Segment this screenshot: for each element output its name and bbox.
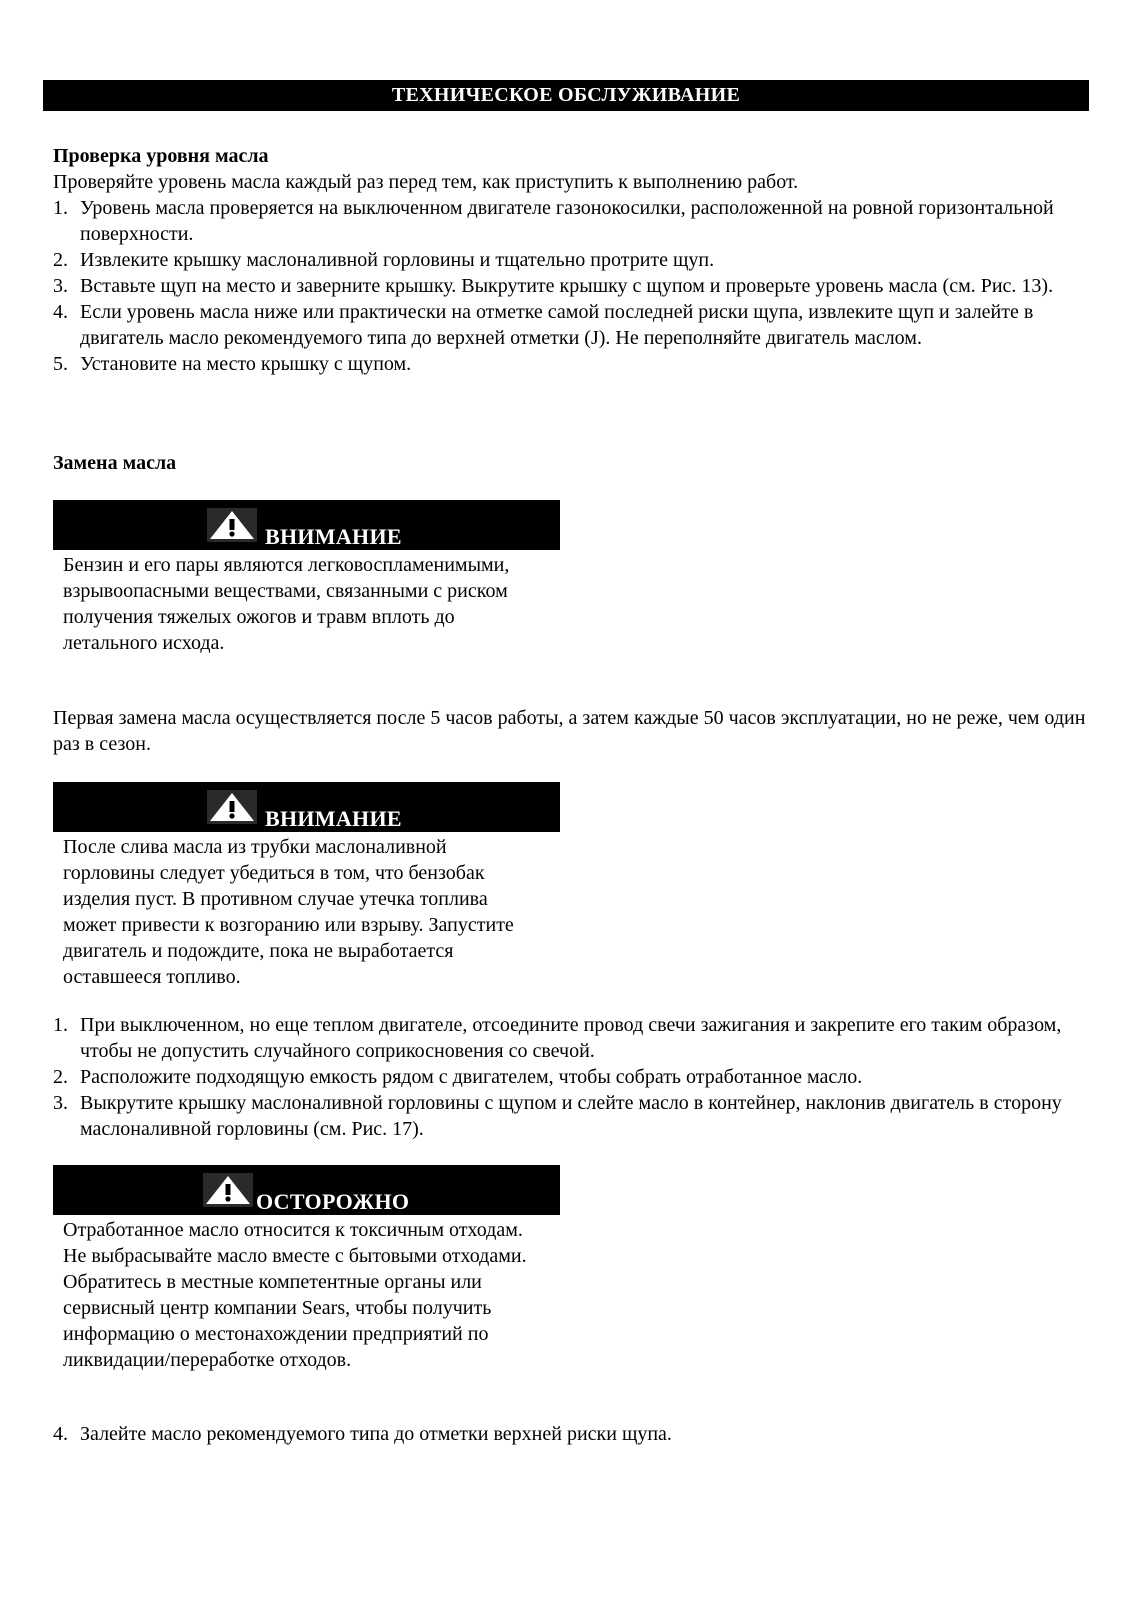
caution-label: ОСТОРОЖНО bbox=[256, 1189, 410, 1214]
warning-triangle-icon bbox=[203, 1173, 253, 1207]
step-number: 2. bbox=[53, 1066, 68, 1088]
list-item bbox=[53, 273, 1093, 299]
schedule-text: Первая замена масла осуществляется после 5 часов работы, а затем каждые 50 часов эксплуатации, но не реже, чем один раз в сезон. bbox=[53, 707, 1086, 755]
list-item bbox=[53, 299, 1093, 351]
warning-header bbox=[53, 782, 560, 832]
oil-check-heading: Проверка уровня масла bbox=[53, 145, 269, 167]
step-text: Если уровень масла ниже или практически на отметке самой последней риски щупа, извлеките щуп и залейте в двигатель масло рекомендуемого типа до верхней отметки (J). Не переполняйте двигатель маслом. bbox=[80, 301, 1034, 349]
warning-box-tank bbox=[53, 782, 560, 990]
caution-header bbox=[53, 1165, 560, 1215]
step-number: 4. bbox=[53, 1423, 68, 1445]
step-text: Установите на место крышку с щупом. bbox=[80, 353, 412, 375]
step-text: Выкрутите крышку маслоналивной горловины с щупом и слейте масло в контейнер, наклонив двигатель в сторону маслоналивной горловины (см. Рис. 17). bbox=[80, 1092, 1062, 1140]
oil-check-section bbox=[53, 143, 1093, 377]
warning-triangle-icon bbox=[207, 790, 257, 824]
warning-label: ВНИМАНИЕ bbox=[265, 524, 402, 549]
step-number: 2. bbox=[53, 249, 68, 271]
warning-label: ВНИМАНИЕ bbox=[265, 806, 402, 831]
oil-check-intro: Проверяйте уровень масла каждый раз перед тем, как приступить к выполнению работ. bbox=[53, 171, 799, 193]
step-text: Расположите подходящую емкость рядом с двигателем, чтобы собрать отработанное масло. bbox=[80, 1066, 863, 1088]
list-item bbox=[53, 1064, 1093, 1090]
oil-change-steps-list bbox=[53, 1012, 1093, 1142]
oil-change-heading: Замена масла bbox=[53, 452, 177, 474]
step-text: Вставьте щуп на место и заверните крышку. Выкрутите крышку с щупом и проверьте уровень масла (см. Рис. 13). bbox=[80, 275, 1054, 297]
step-number: 3. bbox=[53, 275, 68, 297]
step-text: Извлеките крышку маслоналивной горловины и тщательно протрите щуп. bbox=[80, 249, 715, 271]
list-item bbox=[53, 1090, 1093, 1142]
step-number: 5. bbox=[53, 353, 68, 375]
warning-triangle-icon bbox=[207, 508, 257, 542]
list-item bbox=[53, 247, 1093, 273]
oil-change-steps-a bbox=[53, 1012, 1093, 1142]
oil-change-final-step bbox=[53, 1421, 1093, 1447]
step-text: Залейте масло рекомендуемого типа до отметки верхней риски щупа. bbox=[80, 1423, 672, 1445]
list-item bbox=[53, 351, 1093, 377]
oil-change-schedule bbox=[53, 705, 1093, 757]
step-text: При выключенном, но еще теплом двигателе, отсоедините провод свечи зажигания и закрепите его таким образом, чтобы не допустить случайного соприкосновения со свечой. bbox=[80, 1014, 1062, 1062]
caution-box-waste-oil bbox=[53, 1165, 560, 1373]
step-number: 4. bbox=[53, 301, 68, 323]
warning-header bbox=[53, 500, 560, 550]
page-title: ТЕХНИЧЕСКОЕ ОБСЛУЖИВАНИЕ bbox=[43, 80, 1089, 111]
warning-text: Бензин и его пары являются легковоспламенимыми, взрывоопасными веществами, связанными с риском получения тяжелых ожогов и травм вплоть до летального исхода. bbox=[63, 554, 510, 654]
warning-box-fuel bbox=[53, 500, 560, 656]
list-item bbox=[53, 1421, 1093, 1447]
step-number: 3. bbox=[53, 1092, 68, 1114]
warning-text: После слива масла из трубки маслоналивной горловины следует убедиться в том, что бензобак изделия пуст. В противном случае утечка топлива может привести к возгоранию или взрыву. Запустите двигатель и подождите, пока не выработается оставшееся топливо. bbox=[63, 836, 514, 988]
list-item bbox=[53, 1012, 1093, 1064]
oil-change-steps-b bbox=[53, 1421, 1093, 1447]
step-text: Уровень масла проверяется на выключенном двигателе газонокосилки, расположенной на ровной горизонтальной поверхности. bbox=[80, 197, 1054, 245]
oil-check-steps bbox=[53, 195, 1093, 377]
step-number: 1. bbox=[53, 197, 68, 219]
list-item bbox=[53, 195, 1093, 247]
step-number: 1. bbox=[53, 1014, 68, 1036]
oil-change-section bbox=[53, 450, 1093, 476]
caution-text: Отработанное масло относится к токсичным отходам. Не выбрасывайте масло вместе с бытовыми отходами. Обратитесь в местные компетентные органы или сервисный центр компании Sears, чтобы получить информацию о местонахождении предприятий по ликвидации/переработке отходов. bbox=[63, 1219, 527, 1371]
